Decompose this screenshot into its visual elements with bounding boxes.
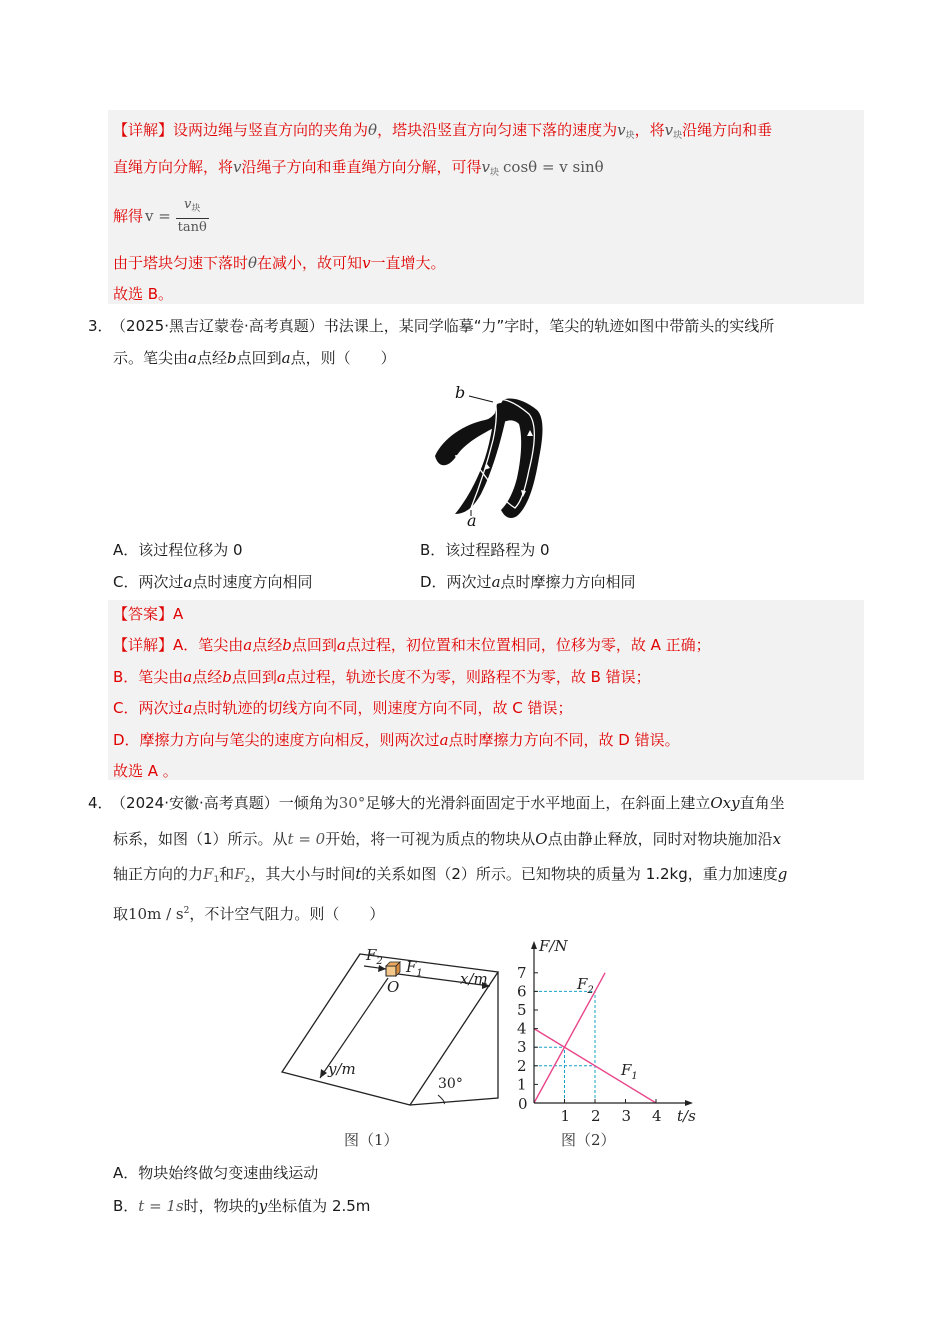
- chart-f2-label: $F_2$: [577, 975, 594, 996]
- q4-option-a[interactable]: A．物块始终做匀变速曲线运动: [113, 1164, 319, 1182]
- q3-option-b[interactable]: B．该过程路程为 0: [420, 541, 550, 559]
- q3-option-c[interactable]: C．两次过a点时速度方向相同: [113, 573, 313, 591]
- y-tick-label-7: 7: [517, 963, 527, 982]
- y-tick-label-2: 2: [517, 1056, 527, 1075]
- x-tick-label-2: 2: [591, 1107, 601, 1125]
- solve-line: 解得 v = $\frac{v_块}{\tan\theta}$: [113, 197, 207, 235]
- q3-explain-3: C．两次过a点时轨迹的切线方向不同，则速度方向不同，故 C 错误；: [113, 699, 573, 717]
- q3-stem-line-2: 示。笔尖由a点经b点回到a点，则（ ）: [113, 349, 396, 367]
- leader-b: [469, 396, 493, 402]
- q3-explain-2: B．笔尖由a点经b点回到a点过程，轨迹长度不为零，则路程不为零，故 B 错误；: [113, 668, 651, 686]
- label-a: a: [467, 511, 477, 528]
- q3-stem-line-1: 3． （2025·黑吉辽蒙卷·高考真题）书法课上，某同学临摹“力”字时，笔尖的轨迹如图中带箭头的实线所: [88, 317, 775, 335]
- q4-option-b[interactable]: B．t = 1s时，物块的y坐标值为 2.5m: [113, 1197, 371, 1215]
- q3-explain-4: D．摩擦力方向与笔尖的速度方向相反，则两次过a点时摩擦力方向不同，故 D 错误。: [113, 731, 680, 749]
- q3-answer: 【答案】A: [113, 605, 184, 623]
- y-tick-label-6: 6: [517, 982, 527, 1001]
- chart-x-arrowhead: [685, 1100, 693, 1106]
- q4-stem-line-2: 标系，如图（1）所示。从t = 0开始，将一可视为质点的物块从O点由静止释放，同时对物块施加沿x: [113, 830, 782, 848]
- detail-line-1: 【详解】设两边绳与竖直方向的夹角为θ，塔块沿竖直方向匀速下落的速度为$v_块$，将$v_块$沿绳方向和垂: [113, 121, 773, 141]
- q3-option-d[interactable]: D．两次过a点时摩擦力方向相同: [420, 573, 636, 591]
- block: [386, 962, 400, 976]
- y-tick-label-5: 5: [517, 1001, 527, 1019]
- y-tick-label-1: 1: [517, 1075, 527, 1094]
- fraction-denominator: tanθ: [177, 220, 207, 235]
- chart-y-label: F/N: [539, 937, 568, 955]
- x-tick-label-3: 3: [621, 1107, 632, 1125]
- q3-explain-1: 【详解】A．笔尖由a点经b点回到a点过程，初位置和末位置相同，位移为零，故 A 正确；: [113, 636, 711, 654]
- q4-stem-line-3: 轴正方向的力$F_1$和$F_2$，其大小与时间t的关系如图（2）所示。已知物块的质量为 1.2kg，重力加速度g: [113, 865, 788, 885]
- series-F2: [534, 973, 605, 1103]
- fig1-angle-label: 30°: [438, 1076, 463, 1092]
- incline-figure: [280, 940, 510, 1150]
- q4-stem-line-4: 取$10m / s^2$，不计空气阻力。则（ ）: [113, 905, 385, 923]
- fig1-origin-label: O: [387, 978, 400, 996]
- detail-line-4: 由于塔块匀速下落时θ在减小，故可知v一直增大。: [113, 254, 446, 272]
- chart-x-label: t/s: [677, 1107, 696, 1125]
- y-tick-label-4: 4: [517, 1019, 527, 1038]
- y-arrowhead: [320, 1069, 327, 1078]
- x-tick-label-4: 4: [652, 1107, 662, 1125]
- li-character-figure: [425, 378, 555, 528]
- fraction: [176, 196, 209, 237]
- fig1-f2-label: $F_2$: [366, 946, 383, 967]
- fig1-f1-label: $F_1$: [406, 958, 423, 979]
- fraction-numerator: $v_块$: [176, 196, 209, 219]
- choose-line-1: 故选 B。: [113, 285, 174, 303]
- li-stroke-sweep: [455, 403, 507, 514]
- label-b: b: [455, 383, 466, 402]
- x-tick-label-1: 1: [560, 1107, 571, 1125]
- y-tick-label-3: 3: [517, 1038, 527, 1057]
- chart-origin: 0: [518, 1095, 528, 1113]
- fig1-y-label: y/m: [328, 1060, 356, 1078]
- fig2-caption: 图（2）: [561, 1131, 616, 1149]
- detail-line-2: 直绳方向分解，将v沿绳子方向和垂直绳方向分解，可得$v_块$ cosθ = v sinθ: [113, 158, 604, 178]
- chart-y-arrowhead: [531, 941, 537, 949]
- q3-choose: 故选 A 。: [113, 762, 178, 780]
- q4-stem-line-1: 4． （2024·安徽·高考真题）一倾角为30°足够大的光滑斜面固定于水平地面上，在斜面上建立Oxy直角坐: [88, 794, 785, 812]
- q3-answer-block: [108, 600, 864, 780]
- chart-f1-label: $F_1$: [621, 1061, 638, 1082]
- fig1-caption: 图（1）: [344, 1131, 399, 1149]
- fig1-x-label: x/m: [460, 970, 488, 988]
- q3-option-a[interactable]: A．该过程位移为 0: [113, 541, 243, 559]
- force-time-chart: [505, 935, 705, 1150]
